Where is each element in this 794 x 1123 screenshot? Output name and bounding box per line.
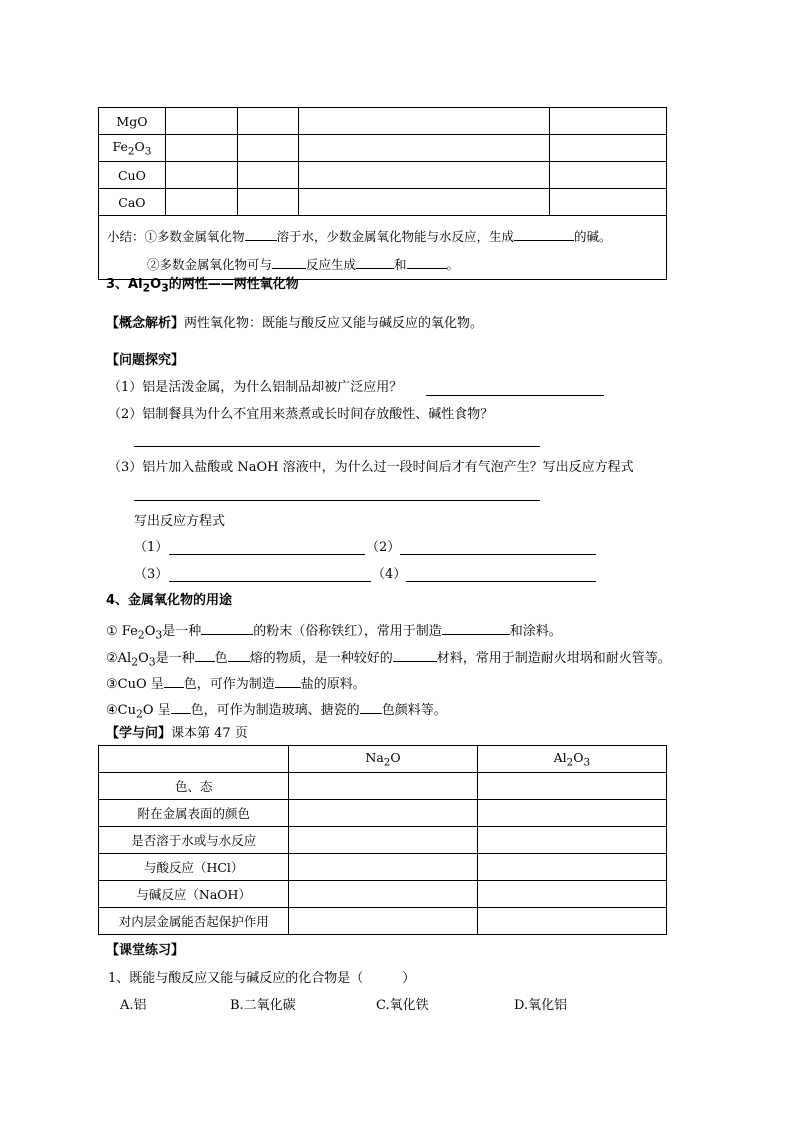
table-cell bbox=[299, 135, 550, 162]
concept-line: 【概念解析】两性氧化物：既能与酸反应又能与碱反应的氧化物。 bbox=[106, 316, 484, 331]
table-row-label: CuO bbox=[99, 162, 166, 189]
column-header-na2o: $Na_2O$ bbox=[289, 746, 477, 773]
table-cell bbox=[238, 135, 299, 162]
table-row-label: CaO bbox=[99, 189, 166, 216]
question-3: （3）铝片加入盐酸或 NaOH 溶液中，为什么过一段时间后才有气泡产生？写出反应方程式 bbox=[108, 460, 634, 475]
question-1: （1）铝是活泼金属，为什么铝制品却被广泛应用？ bbox=[108, 380, 403, 395]
table-cell bbox=[99, 746, 289, 773]
table-row-label: 附在金属表面的颜色 bbox=[99, 800, 289, 827]
table-row-label: MgO bbox=[99, 108, 166, 135]
table-cell bbox=[549, 135, 666, 162]
option-a: A.铝 bbox=[120, 998, 147, 1013]
option-b: B.二氧化碳 bbox=[230, 998, 296, 1013]
table-cell bbox=[289, 827, 477, 854]
equation-1-label: （1） bbox=[134, 540, 169, 555]
table-cell bbox=[289, 881, 477, 908]
equation-line bbox=[169, 554, 365, 555]
equation-line bbox=[400, 554, 596, 555]
use-line-2: $②Al_2O_3$是一种 色 熔的物质，是一种较好的 材料，常用于制造耐火坩埚和耐火管等。 bbox=[106, 647, 671, 672]
table-cell bbox=[238, 108, 299, 135]
equation-line bbox=[406, 581, 596, 582]
table-cell bbox=[165, 108, 238, 135]
table-cell bbox=[299, 108, 550, 135]
write-equation-label: 写出反应方程式 bbox=[134, 514, 226, 529]
table-row-label: 与碱反应（NaOH） bbox=[99, 881, 289, 908]
table-cell bbox=[477, 908, 666, 935]
use-line-1: ① $Fe_2O_3$是一种 的粉末（俗称铁红），常用于制造 和涂料。 bbox=[106, 620, 562, 645]
table-cell bbox=[289, 773, 477, 800]
equation-2-label: （2） bbox=[366, 540, 401, 555]
table-cell bbox=[238, 189, 299, 216]
table-cell bbox=[549, 189, 666, 216]
table-cell bbox=[477, 773, 666, 800]
table-cell bbox=[289, 908, 477, 935]
learn-heading: 【学与问】课本第 47 页 bbox=[106, 726, 248, 741]
answer-line bbox=[134, 500, 540, 501]
compare-table bbox=[98, 745, 667, 935]
table-row-label: 与酸反应（HCl） bbox=[99, 854, 289, 881]
table-row-label: 色、态 bbox=[99, 773, 289, 800]
table-cell bbox=[238, 162, 299, 189]
table-cell bbox=[477, 854, 666, 881]
table-cell bbox=[549, 108, 666, 135]
table-cell bbox=[289, 800, 477, 827]
summary-line-1: 小结：①多数金属氧化物 溶于水，少数金属氧化物能与水反应，生成 的碱。 bbox=[107, 223, 666, 251]
practice-heading: 【课堂练习】 bbox=[106, 943, 185, 958]
table-cell bbox=[165, 189, 238, 216]
column-header-al2o3: $Al_2O_3$ bbox=[477, 746, 666, 773]
table-cell bbox=[299, 162, 550, 189]
option-d: D.氧化铝 bbox=[514, 998, 568, 1013]
table-cell bbox=[549, 162, 666, 189]
summary-line-2: ②多数金属氧化物可与 反应生成 和 。 bbox=[107, 251, 666, 279]
table-row-label: 对内层金属能否起保护作用 bbox=[99, 908, 289, 935]
table-cell bbox=[477, 827, 666, 854]
equation-line bbox=[169, 581, 371, 582]
option-c: C.氧化铁 bbox=[376, 998, 429, 1013]
table-cell bbox=[165, 162, 238, 189]
table-cell bbox=[299, 189, 550, 216]
table-cell bbox=[165, 135, 238, 162]
summary-cell bbox=[99, 216, 667, 280]
use-line-3: ③CuO 呈 色，可作为制造 盐的原料。 bbox=[106, 673, 366, 694]
section-4-heading: 4、金属氧化物的用途 bbox=[106, 593, 233, 608]
answer-line bbox=[426, 395, 604, 396]
equation-4-label: （4） bbox=[372, 567, 407, 582]
table-row-label: 是否溶于水或与水反应 bbox=[99, 827, 289, 854]
inquiry-heading: 【问题探究】 bbox=[106, 353, 185, 368]
table-cell bbox=[289, 854, 477, 881]
table-cell bbox=[477, 881, 666, 908]
table-cell bbox=[477, 800, 666, 827]
question-2: （2）铝制餐具为什么不宜用来蒸煮或长时间存放酸性、碱性食物？ bbox=[108, 407, 494, 422]
practice-question-1: 1、既能与酸反应又能与碱反应的化合物是（ ） bbox=[108, 971, 416, 986]
oxide-table bbox=[98, 107, 667, 280]
use-line-4: $④Cu_2O$ 呈 色，可作为制造玻璃、搪瓷的 色颜料等。 bbox=[106, 699, 447, 724]
section-3-heading: 3、$Al_2O_3$的两性——两性氧化物 bbox=[106, 277, 299, 295]
answer-line bbox=[134, 446, 540, 447]
table-row-label: $Fe_2O_3$ bbox=[99, 135, 166, 162]
equation-3-label: （3） bbox=[134, 567, 169, 582]
